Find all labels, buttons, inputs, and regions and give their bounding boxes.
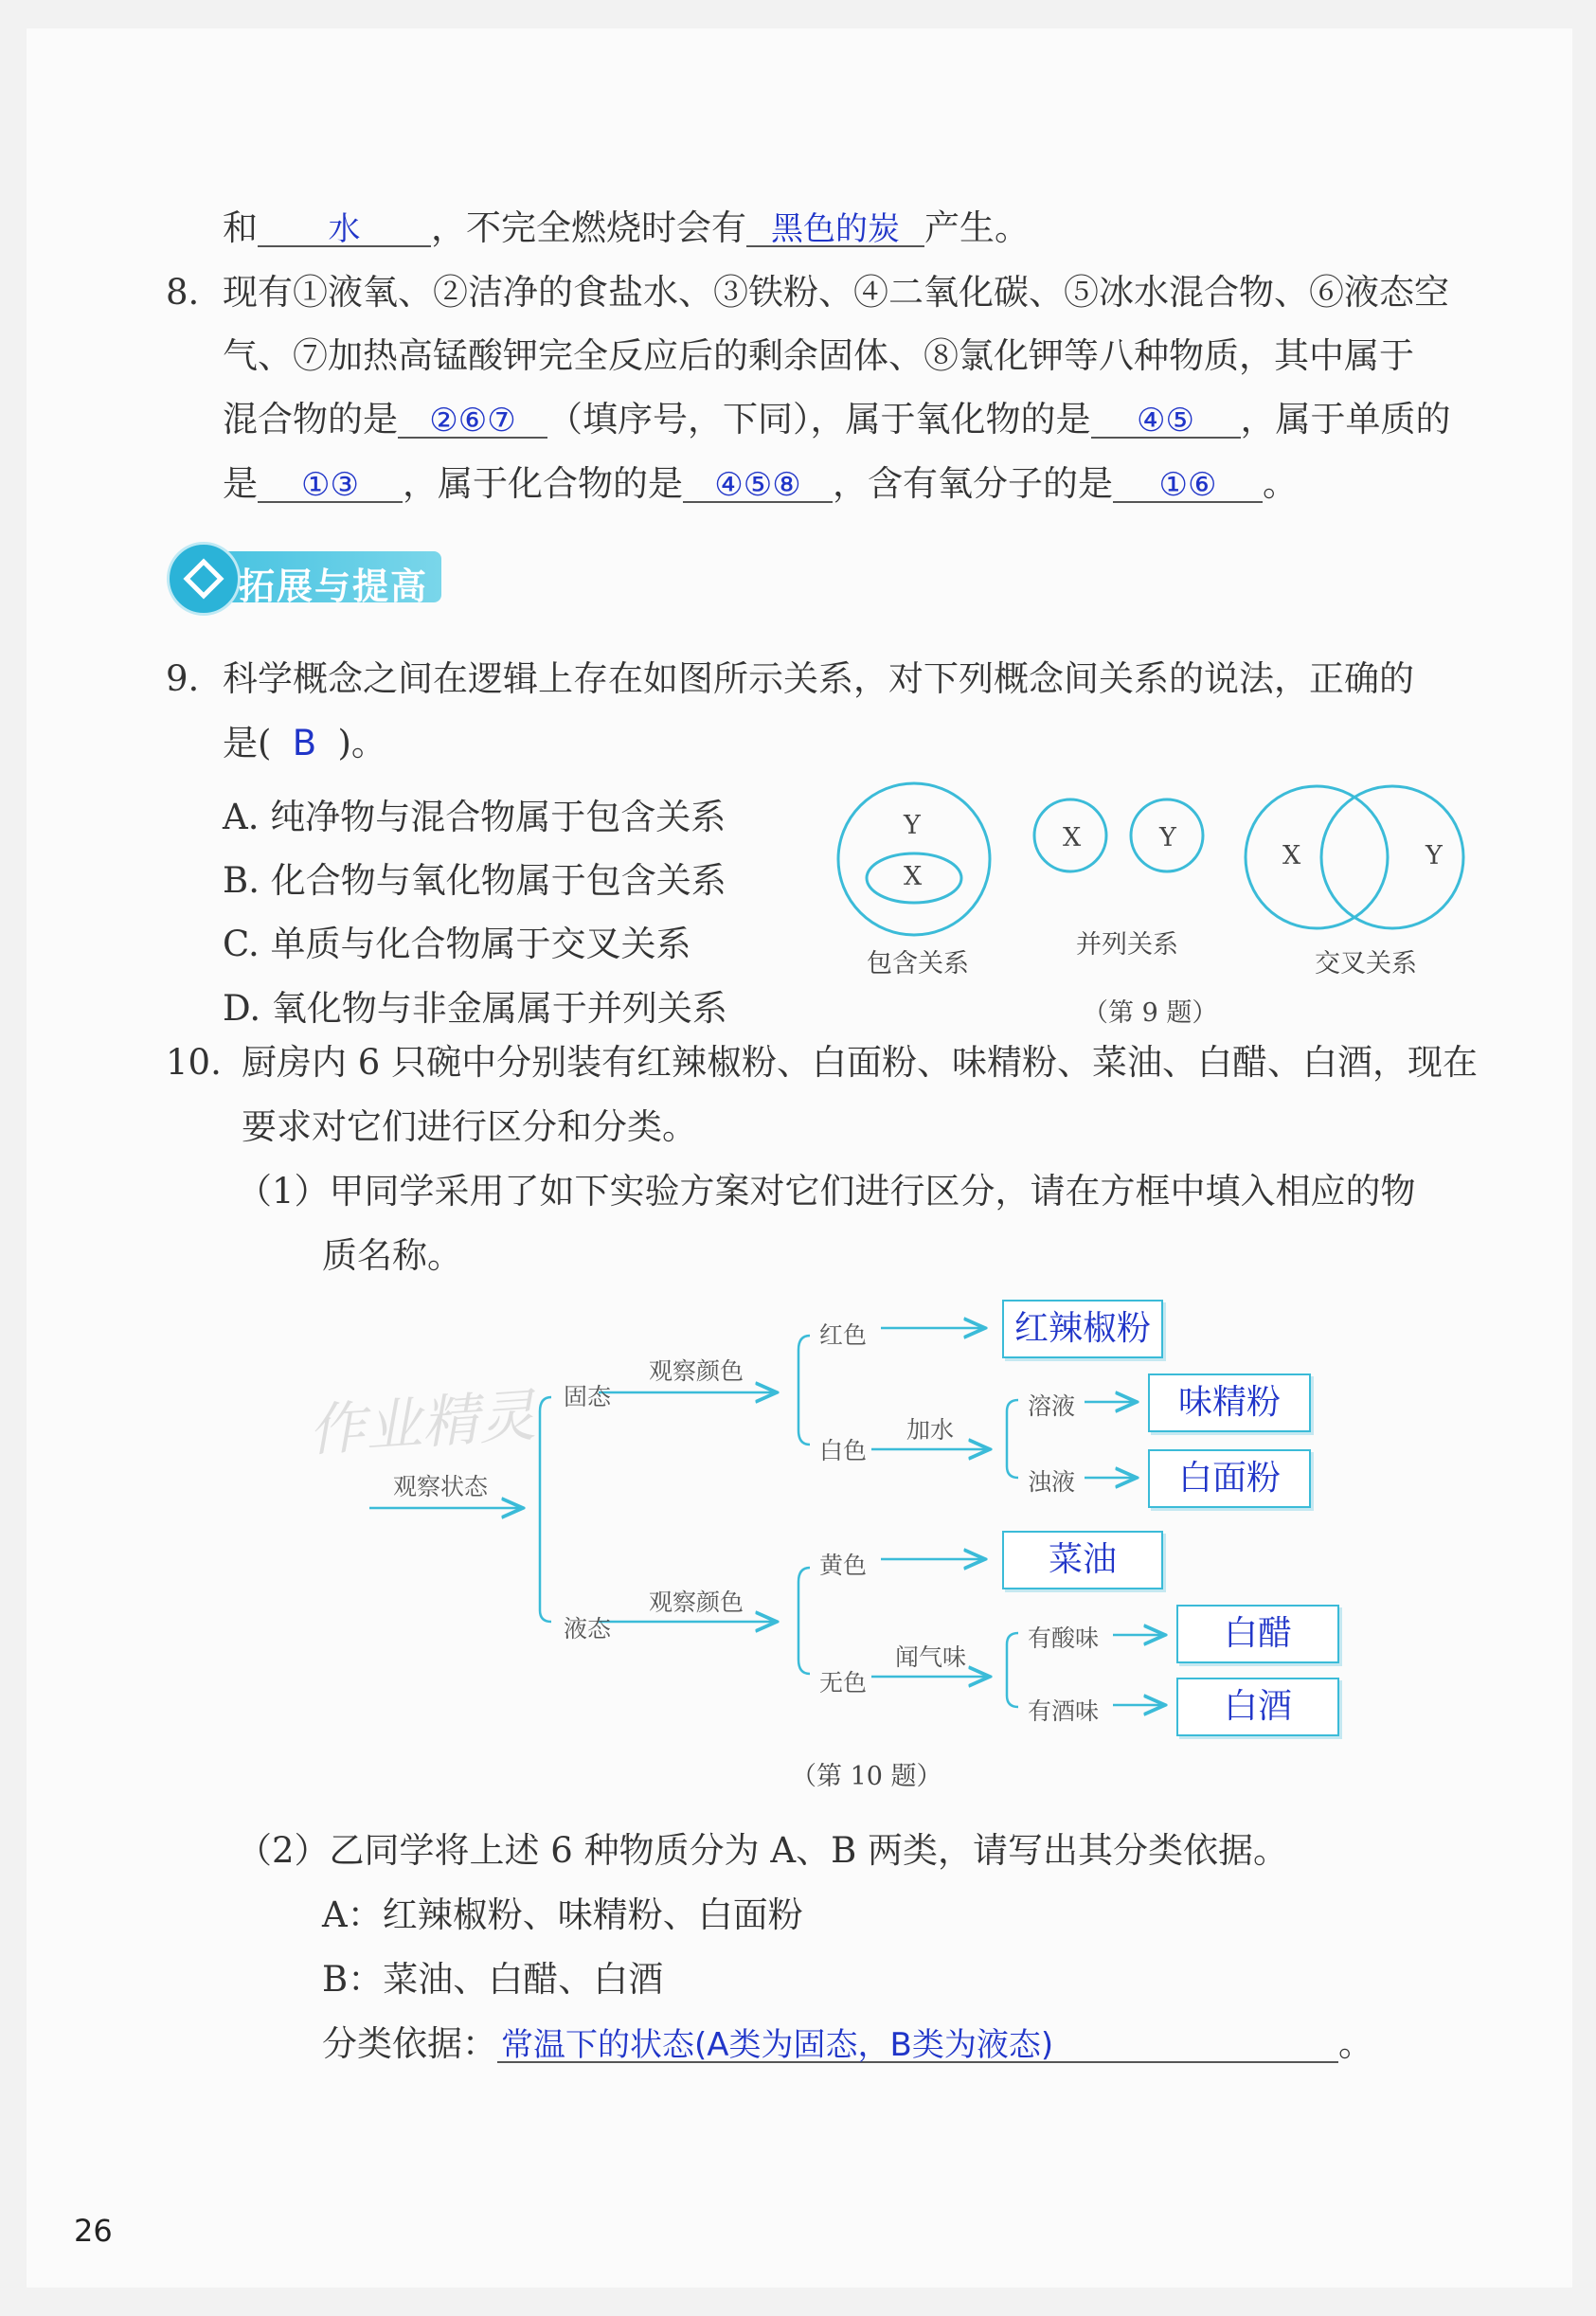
contain-inner-label: X xyxy=(904,862,923,891)
q9-option-d: D. 氧化物与非金属属于并列关系 xyxy=(223,988,727,1029)
q9-option-a: A. 纯净物与混合物属于包含关系 xyxy=(223,797,726,837)
box-alcohol: 白酒 xyxy=(1176,1678,1339,1736)
page-number: 26 xyxy=(74,2213,113,2249)
flow-observe-color-1: 观察颜色 xyxy=(649,1357,744,1385)
q10-number: 10. xyxy=(166,1042,222,1083)
cross-right-label: Y xyxy=(1426,841,1443,871)
banner-title: 拓展与提高 xyxy=(239,566,429,607)
q10-a-line: A：红辣椒粉、味精粉、白面粉 xyxy=(322,1894,803,1935)
q9-line-1: 科学概念之间在逻辑上存在如图所示关系，对下列概念间关系的说法，正确的 xyxy=(223,658,1414,699)
parallel-caption: 并列关系 xyxy=(1076,930,1178,960)
parallel-left-label: X xyxy=(1063,823,1082,853)
watermark: 作业精灵 xyxy=(306,1382,538,1465)
flow-solution: 溶液 xyxy=(1028,1392,1076,1420)
parallel-right-label: Y xyxy=(1159,823,1176,853)
q8-line-4: 是 ①③ ，属于化合物的是 ④⑤⑧ ，含有氧分子的是 ①⑥ 。 xyxy=(223,463,1298,504)
q9-line-2: 是( B )。 xyxy=(223,723,386,763)
q10-line-2: 要求对它们进行区分和分类。 xyxy=(242,1106,697,1147)
contain-outer-label: Y xyxy=(904,811,921,840)
answer-blank: ②⑥⑦ xyxy=(398,404,547,439)
flow-solid: 固态 xyxy=(564,1383,612,1410)
q10-line-1: 厨房内 6 只碗中分别装有红辣椒粉、白面粉、味精粉、菜油、白醋、白酒，现在 xyxy=(242,1042,1479,1083)
box-turbid: 白面粉 xyxy=(1148,1449,1311,1508)
q9-number: 9. xyxy=(166,658,200,699)
q10-figure-caption: （第 10 题） xyxy=(791,1762,942,1791)
top-line: 和 水 ，不完全燃烧时会有 黑色的炭 产生。 xyxy=(223,207,1030,248)
flow-alcohol: 有酒味 xyxy=(1028,1697,1100,1725)
flow-yellow: 黄色 xyxy=(819,1552,868,1579)
q9-option-b: B. 化合物与氧化物属于包含关系 xyxy=(223,860,726,901)
q10-basis-line: 分类依据： 常温下的状态(A类为固态，B类为液态) 。 xyxy=(322,2023,1373,2064)
answer-blank: 常温下的状态(A类为固态，B类为液态) xyxy=(497,2029,1338,2063)
q8-line-1: 现有①液氧、②洁净的食盐水、③铁粉、④二氧化碳、⑤冰水混合物、⑥液态空 xyxy=(223,272,1449,313)
answer-blank: ④⑤⑧ xyxy=(683,469,833,503)
flow-red: 红色 xyxy=(819,1321,868,1349)
flow-observe-state: 观察状态 xyxy=(393,1473,489,1500)
q9-answer: B xyxy=(292,723,317,763)
answer-blank: ①⑥ xyxy=(1113,469,1263,503)
cross-caption: 交叉关系 xyxy=(1315,949,1417,978)
answer-blank: 黑色的炭 xyxy=(746,213,924,247)
flow-liquid: 液态 xyxy=(564,1615,612,1643)
flow-sour: 有酸味 xyxy=(1028,1625,1100,1652)
contain-caption: 包含关系 xyxy=(867,949,969,978)
q8-line-2: 气、⑦加热高锰酸钾完全反应后的剩余固体、⑧氯化钾等八种物质，其中属于 xyxy=(223,335,1414,376)
flow-observe-color-2: 观察颜色 xyxy=(649,1589,744,1616)
answer-blank: ①③ xyxy=(258,469,403,503)
box-sour: 白醋 xyxy=(1176,1605,1339,1663)
box-red-pepper: 红辣椒粉 xyxy=(1002,1300,1163,1358)
cross-left-label: X xyxy=(1282,841,1301,871)
q10-part1-line-2: 质名称。 xyxy=(322,1235,462,1276)
q9-figure-caption: （第 9 题） xyxy=(1083,998,1218,1028)
q10-part2: （2）乙同学将上述 6 种物质分为 A、B 两类，请写出其分类依据。 xyxy=(237,1830,1289,1871)
q10-b-line: B：菜油、白醋、白酒 xyxy=(322,1959,664,2000)
box-yellow: 菜油 xyxy=(1002,1531,1163,1589)
flow-turbid: 浊液 xyxy=(1028,1468,1076,1496)
q8-number: 8. xyxy=(166,272,200,313)
q8-line-3: 混合物的是 ②⑥⑦ （填序号，下同），属于氧化物的是 ④⑤ ，属于单质的 xyxy=(223,399,1451,440)
answer-blank: 水 xyxy=(258,213,431,247)
q10-part1-line-1: （1）甲同学采用了如下实验方案对它们进行区分，请在方框中填入相应的物 xyxy=(237,1171,1416,1212)
flow-white: 白色 xyxy=(819,1437,868,1464)
q9-option-c: C. 单质与化合物属于交叉关系 xyxy=(223,924,691,964)
answer-blank: ④⑤ xyxy=(1091,404,1241,439)
flow-colorless: 无色 xyxy=(819,1669,868,1697)
flow-smell: 闻气味 xyxy=(895,1643,967,1671)
box-solution: 味精粉 xyxy=(1148,1373,1311,1432)
flow-add-water: 加水 xyxy=(906,1416,955,1444)
